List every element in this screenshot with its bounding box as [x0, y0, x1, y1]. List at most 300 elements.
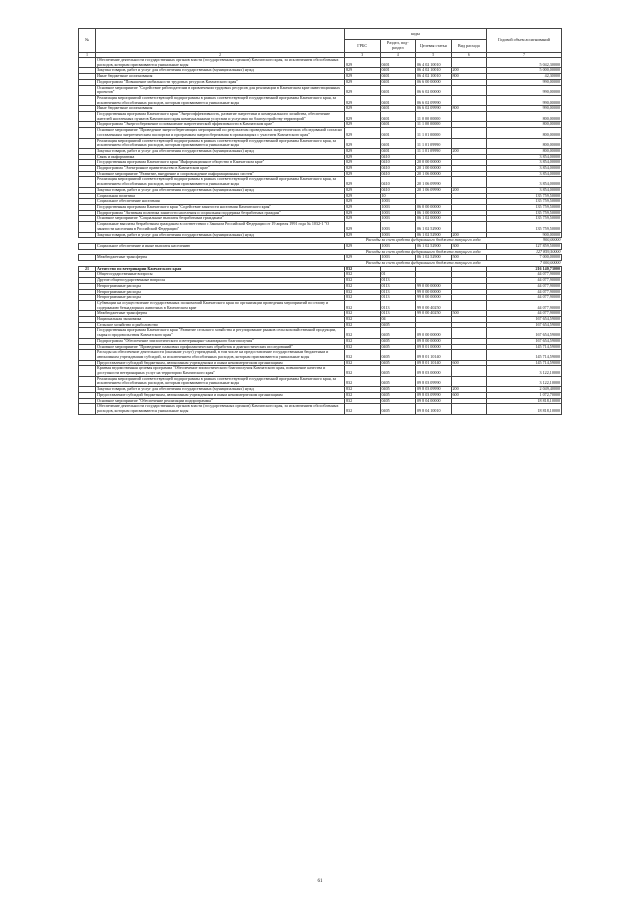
cell-name: Непрограммные расходы: [96, 289, 345, 295]
page-number: 61: [317, 879, 323, 884]
table-row: [79, 328, 562, 338]
cell-cs: 11 1 00 00000: [416, 122, 452, 128]
cell-name: Подпрограмма "Электронное правительство в Камчатском крае": [96, 166, 345, 172]
cell-razd: 0410: [380, 154, 416, 160]
budget-table: [78, 28, 562, 415]
cell-sum: 990,00000: [487, 79, 562, 85]
cell-grbs: 829: [345, 171, 381, 177]
cell-vid: 300: [451, 243, 487, 249]
cell-name: Обеспечение деятельности государственных органов власти (государственных органов) Камчатского края, за исключением обособленных расходов, которым присваиваются уникальные коды: [96, 404, 345, 414]
cell-name: Основное мероприятие "Проведение плановых профилактических обработок и диагностических исследований": [96, 344, 345, 350]
cell-name: Подпрограмма "Обеспечение эпизоотического и ветеринарно-санитарного благополучия": [96, 338, 345, 344]
cell-grbs: 829: [345, 106, 381, 112]
cell-grbs: 832: [345, 338, 381, 344]
table-row: [79, 128, 562, 138]
num-header: №: [79, 29, 96, 53]
cell-razd: 0401: [380, 58, 416, 68]
cell-num: [79, 328, 96, 338]
cell-cs: 09 8 04 10010: [416, 404, 452, 414]
cell-razd: 0405: [380, 366, 416, 376]
cell-sum: 167 654,59000: [487, 322, 562, 328]
cell-name: Основное мероприятие "Проведение энергосберегающих мероприятий по результатам проведенных энергетических обследований согласно составленным энергетическим паспортам и программам энергосбережения в организациях с участием Камчатского края": [96, 128, 345, 138]
cell-grbs: 829: [345, 210, 381, 216]
cell-razd: 0113: [380, 283, 416, 289]
cell-sum: 145 714,59000: [487, 344, 562, 350]
cell-sum: 18 818,10000: [487, 398, 562, 404]
cell-cs: 09 8 03 09990: [416, 387, 452, 393]
cell-vid: [451, 95, 487, 105]
cell-name: Субвенции на осуществление государственных полномочий Камчатского края по организации проведения мероприятий по отлову и содержанию безнадзорных животных в Камчатском крае: [96, 300, 345, 310]
table-row: [79, 177, 562, 187]
cell-name: Непрограммные расходы: [96, 295, 345, 301]
cell-vid: 800: [451, 74, 487, 80]
cell-grbs: 832: [345, 398, 381, 404]
cell-sum: 1 072,70000: [487, 392, 562, 398]
cell-name: Государственная программа Камчатского края "Развитие сельского хозяйства и регулирование рынков сельскохозяйственной продукции, сырья и продовольствия Камчатского края": [96, 328, 345, 338]
cell-cs: 06 1 02 52900: [416, 232, 452, 238]
cell-cs: 09 8 01 10140: [416, 360, 452, 366]
cell-name: Закупка товаров, работ и услуг для обеспечения государственных (муниципальных) нужд: [96, 68, 345, 74]
table-row: [79, 112, 562, 122]
cell-grbs: 829: [345, 112, 381, 122]
cell-name: Подпрограмма "Активная политика занятости населения и социальная поддержка безработных граждан": [96, 210, 345, 216]
cell-sum: 135 759,50000: [487, 210, 562, 216]
table-body: [79, 58, 562, 415]
cell-cs: 06 6 02 09990: [416, 106, 452, 112]
column-index-cell: 7: [487, 53, 562, 58]
cell-razd: 0401: [380, 74, 416, 80]
cell-razd: 0410: [380, 177, 416, 187]
cell-razd: 0401: [380, 112, 416, 122]
column-index-cell: 5: [416, 53, 452, 58]
cell-vid: 500: [451, 255, 487, 261]
cell-sum: 127 859,50000: [487, 243, 562, 249]
cell-grbs: 832: [345, 266, 381, 272]
cell-sum: 44 077,90000: [487, 311, 562, 317]
cell-grbs: 832: [345, 350, 381, 360]
cell-vid: [451, 138, 487, 148]
cell-cs: 99 0 00 00000: [416, 283, 452, 289]
cell-razd: 0405: [380, 404, 416, 414]
cell-razd: 0405: [380, 344, 416, 350]
cell-cs: 06 4 02 10010: [416, 58, 452, 68]
cell-vid: [451, 85, 487, 95]
cell-razd: 1003: [380, 204, 416, 210]
cell-cs: 06 6 02 00000: [416, 85, 452, 95]
cell-cs: 09 8 03 00000: [416, 366, 452, 376]
funding-note-text: Расходы за счет средств федерального бюджета текущего года: [79, 249, 487, 255]
cell-sum: 135 759,50000: [487, 222, 562, 232]
cell-name: Основное мероприятие "Содействие работодателям в привлечении трудовых ресурсов для реализации в Камчатском крае инвестиционных проектов": [96, 85, 345, 95]
cell-num: [79, 404, 96, 414]
cell-name: Закупка товаров, работ и услуг для обеспечения государственных (муниципальных) нужд: [96, 387, 345, 393]
cell-sum: 800,00000: [487, 122, 562, 128]
cell-num: [79, 350, 96, 360]
cell-vid: 200: [451, 187, 487, 193]
cell-razd: 0405: [380, 387, 416, 393]
cell-sum: 44 077,90000: [487, 283, 562, 289]
cell-razd: 0405: [380, 376, 416, 386]
cell-grbs: 832: [345, 376, 381, 386]
cell-grbs: 829: [345, 199, 381, 205]
cell-grbs: 832: [345, 322, 381, 328]
cell-name: Предоставление субсидий бюджетным, автономным учреждениям и иным некоммерческим организациям: [96, 360, 345, 366]
cell-grbs: 829: [345, 128, 381, 138]
cell-grbs: 829: [345, 204, 381, 210]
cell-sum: 135 759,50000: [487, 204, 562, 210]
cell-cs: 99 0 00 40250: [416, 300, 452, 310]
grbs-header: ГРБС: [345, 40, 381, 53]
cell-cs: 11 1 01 09990: [416, 148, 452, 154]
cell-razd: 0401: [380, 128, 416, 138]
cell-grbs: 832: [345, 311, 381, 317]
cell-vid: [451, 366, 487, 376]
cell-num: [79, 177, 96, 187]
cell-grbs: 832: [345, 289, 381, 295]
cell-sum: 7 000,00000: [487, 255, 562, 261]
cell-cs: 06 1 02 52900: [416, 243, 452, 249]
cell-sum: 2 049,40000: [487, 387, 562, 393]
cell-name: Межбюджетные трансферты: [96, 311, 345, 317]
cell-cs: 09 8 00 00000: [416, 338, 452, 344]
cell-vid: [451, 328, 487, 338]
cell-name: Основное мероприятие "Социальные выплаты безработным гражданам": [96, 216, 345, 222]
cell-grbs: 832: [345, 317, 381, 323]
cell-razd: 01: [380, 272, 416, 278]
table-row: [79, 95, 562, 105]
cell-vid: 600: [451, 392, 487, 398]
cell-sum: 135 759,50000: [487, 216, 562, 222]
vid-header: Вид расхода: [451, 40, 487, 53]
column-index-cell: 3: [345, 53, 381, 58]
cell-vid: [451, 112, 487, 122]
cell-razd: 0113: [380, 295, 416, 301]
cell-razd: 04: [380, 317, 416, 323]
cell-cs: 06 4 02 10010: [416, 74, 452, 80]
cell-grbs: 829: [345, 68, 381, 74]
cell-name: Сельское хозяйство и рыболовство: [96, 322, 345, 328]
cell-num: 21: [79, 266, 96, 272]
cell-razd: 0405: [380, 322, 416, 328]
cs-header: Целевая статья: [416, 40, 452, 53]
cell-cs: 20 0 00 00000: [416, 160, 452, 166]
cell-grbs: 829: [345, 177, 381, 187]
cell-grbs: 829: [345, 95, 381, 105]
cell-cs: 11 0 00 00000: [416, 112, 452, 122]
funding-note-value: 127 859,50000: [487, 249, 562, 255]
cell-grbs: 832: [345, 295, 381, 301]
cell-vid: [451, 350, 487, 360]
cell-name: Основное мероприятие "Обеспечение реализации подпрограммы": [96, 398, 345, 404]
cell-name: Государственная программа Камчатского края "Энергоэффективность, развитие энергетики и коммунального хозяйства, обеспечение жителей населенных пунктов Камчатского края коммунальными услугами и услугами по благоустройству территорий": [96, 112, 345, 122]
cell-razd: 0113: [380, 278, 416, 284]
cell-name: Связь и информатика: [96, 154, 345, 160]
cell-razd: 1003: [380, 210, 416, 216]
cell-sum: 44 077,90000: [487, 272, 562, 278]
cell-cs: 06 6 00 00000: [416, 79, 452, 85]
cell-name: Закупка товаров, работ и услуг для обеспечения государственных (муниципальных) нужд: [96, 187, 345, 193]
cell-cs: 06 1 02 00000: [416, 216, 452, 222]
cell-sum: 990,00000: [487, 95, 562, 105]
cell-cs: 06 4 02 10010: [416, 68, 452, 74]
cell-num: [79, 85, 96, 95]
cell-sum: 216 140,73000: [487, 266, 562, 272]
cell-name: Межбюджетные трансферты: [96, 255, 345, 261]
cell-vid: [451, 177, 487, 187]
razdel-header: Раздел, под-раздел: [380, 40, 416, 53]
cell-sum: 900,00000: [487, 232, 562, 238]
cell-sum: 5 042,30000: [487, 58, 562, 68]
cell-sum: 990,00000: [487, 106, 562, 112]
cell-razd: 0410: [380, 166, 416, 172]
cell-sum: 145 714,59000: [487, 360, 562, 366]
cell-razd: 0401: [380, 122, 416, 128]
cell-sum: 3 122,10000: [487, 376, 562, 386]
cell-name: Национальная экономика: [96, 317, 345, 323]
cell-razd: 0401: [380, 95, 416, 105]
cell-razd: 1003: [380, 243, 416, 249]
cell-sum: 3 854,00000: [487, 171, 562, 177]
cell-sum: 135 759,50000: [487, 199, 562, 205]
cell-grbs: 829: [345, 187, 381, 193]
cell-name: Общегосударственные вопросы: [96, 272, 345, 278]
cell-sum: 3 122,10000: [487, 366, 562, 376]
cell-grbs: 829: [345, 255, 381, 261]
cell-cs: 20 1 06 00000: [416, 171, 452, 177]
cell-vid: [451, 222, 487, 232]
cell-sum: 800,00000: [487, 138, 562, 148]
cell-razd: 0401: [380, 138, 416, 148]
cell-sum: 5 000,00000: [487, 68, 562, 74]
cell-num: [79, 95, 96, 105]
cell-sum: 18 818,10000: [487, 404, 562, 414]
cell-razd: 0401: [380, 68, 416, 74]
cell-vid: 200: [451, 68, 487, 74]
cell-name: Государственная программа Камчатского края "Содействие занятости населения Камчатского края": [96, 204, 345, 210]
cell-grbs: 829: [345, 160, 381, 166]
cell-sum: 3 854,00000: [487, 160, 562, 166]
table-row: [79, 366, 562, 376]
cell-grbs: 829: [345, 154, 381, 160]
cell-vid: [451, 128, 487, 138]
cell-num: [79, 300, 96, 310]
table-row: [79, 350, 562, 360]
cell-grbs: 832: [345, 300, 381, 310]
cell-sum: 800,00000: [487, 112, 562, 122]
codes-header: коды: [345, 29, 487, 40]
cell-sum: 44 077,90000: [487, 300, 562, 310]
cell-cs: 99 0 00 40250: [416, 311, 452, 317]
cell-razd: 0113: [380, 311, 416, 317]
cell-num: [79, 222, 96, 232]
cell-grbs: 832: [345, 278, 381, 284]
cell-cs: 11 1 01 09990: [416, 138, 452, 148]
cell-razd: 1003: [380, 199, 416, 205]
cell-cs: 09 8 04 00000: [416, 398, 452, 404]
cell-sum: 167 654,59000: [487, 328, 562, 338]
cell-grbs: 832: [345, 404, 381, 414]
cell-vid: 500: [451, 311, 487, 317]
cell-razd: 0405: [380, 392, 416, 398]
cell-sum: 42,30000: [487, 74, 562, 80]
cell-grbs: 832: [345, 344, 381, 350]
cell-razd: 0410: [380, 160, 416, 166]
cell-name: Иные бюджетные ассигнования: [96, 74, 345, 80]
cell-grbs: 829: [345, 148, 381, 154]
cell-sum: 3 854,00000: [487, 166, 562, 172]
cell-sum: 44 077,90000: [487, 289, 562, 295]
cell-razd: 0113: [380, 289, 416, 295]
cell-cs: 20 1 06 09990: [416, 177, 452, 187]
cell-razd: 1003: [380, 232, 416, 238]
cell-grbs: 829: [345, 79, 381, 85]
cell-razd: 0405: [380, 328, 416, 338]
cell-name: Другие общегосударственные вопросы: [96, 278, 345, 284]
cell-name: Закупка товаров, работ и услуг для обеспечения государственных (муниципальных) нужд: [96, 148, 345, 154]
cell-name: Подпрограмма "Энергосбережение и повышение энергетической эффективности в Камчатском крае": [96, 122, 345, 128]
cell-name: Расходы на обеспечение деятельности (оказание услуг) учреждений, в том числе на предоставление государственным бюджетным и автономным учреждениям субсидий, за исключением обособленных расходов, которым присваиваются уникальные коды: [96, 350, 345, 360]
cell-name: Реализация мероприятий соответствующей подпрограммы в рамках соответствующей государственной программы Камчатского края, за исключением обособленных расходов, которым присваиваются уникальные коды: [96, 376, 345, 386]
cell-sum: 990,00000: [487, 85, 562, 95]
cell-grbs: 832: [345, 283, 381, 289]
cell-name: Подпрограмма "Повышение мобильности трудовых ресурсов Камчатского края": [96, 79, 345, 85]
cell-grbs: 829: [345, 74, 381, 80]
table-row: [79, 58, 562, 68]
cell-razd: 0401: [380, 85, 416, 95]
cell-sum: 800,00000: [487, 148, 562, 154]
cell-name: Социальное обеспечение населения: [96, 199, 345, 205]
cell-grbs: 829: [345, 122, 381, 128]
cell-name: Социальные выплаты безработным гражданам в соответствии с Законом Российской Федерации от 19 апреля 1991 года № 1032-1 "О занятости населения в Российской Федерации": [96, 222, 345, 232]
column-index-cell: 4: [380, 53, 416, 58]
cell-cs: 11 1 01 00000: [416, 128, 452, 138]
cell-cs: 09 8 01 00000: [416, 344, 452, 350]
cell-vid: 800: [451, 106, 487, 112]
cell-sum: 167 654,59000: [487, 338, 562, 344]
cell-sum: 145 714,59000: [487, 350, 562, 360]
cell-name: Социальная политика: [96, 193, 345, 199]
cell-sum: 3 854,00000: [487, 177, 562, 187]
cell-cs: 06 6 02 09990: [416, 95, 452, 105]
column-index-cell: 2: [96, 53, 345, 58]
cell-name: Основное мероприятие "Развитие, внедрение и сопровождение информационных систем": [96, 171, 345, 177]
column-index-cell: 6: [451, 53, 487, 58]
cell-grbs: 832: [345, 328, 381, 338]
cell-razd: 0405: [380, 350, 416, 360]
cell-num: [79, 112, 96, 122]
cell-razd: 1003: [380, 222, 416, 232]
table-row: [79, 300, 562, 310]
table-row: [79, 376, 562, 386]
table-row: [79, 138, 562, 148]
cell-grbs: 829: [345, 193, 381, 199]
cell-grbs: 829: [345, 216, 381, 222]
cell-razd: 0410: [380, 171, 416, 177]
cell-grbs: 832: [345, 360, 381, 366]
cell-sum: 135 759,50000: [487, 193, 562, 199]
sum-header: Годовой объем ассигнований: [487, 29, 562, 53]
cell-num: [79, 138, 96, 148]
cell-sum: 800,00000: [487, 128, 562, 138]
cell-grbs: 829: [345, 85, 381, 95]
cell-cs: 09 0 00 00000: [416, 328, 452, 338]
cell-razd: 0401: [380, 148, 416, 154]
cell-name: Непрограммные расходы: [96, 283, 345, 289]
cell-vid: [451, 300, 487, 310]
cell-sum: 3 854,00000: [487, 154, 562, 160]
cell-name: Агентство по ветеринарии Камчатского края: [96, 266, 345, 272]
cell-grbs: 829: [345, 222, 381, 232]
cell-grbs: 829: [345, 58, 381, 68]
cell-num: [79, 128, 96, 138]
cell-cs: 06 1 00 00000: [416, 210, 452, 216]
cell-name: Социальное обеспечение и иные выплаты населению: [96, 243, 345, 249]
cell-sum: 44 077,90000: [487, 295, 562, 301]
cell-grbs: 829: [345, 232, 381, 238]
cell-grbs: 829: [345, 138, 381, 148]
cell-vid: 200: [451, 232, 487, 238]
cell-razd: 0410: [380, 187, 416, 193]
cell-name: Реализация мероприятий соответствующей подпрограммы в рамках соответствующей государственной программы Камчатского края, за исключением обособленных расходов, которым присваиваются уникальные коды: [96, 138, 345, 148]
cell-name: Обеспечение деятельности государственных органов власти (государственных органов) Камчатского края, за исключением обособленных расходов, которым присваиваются уникальные коды: [96, 58, 345, 68]
cell-sum: 167 654,59000: [487, 317, 562, 323]
cell-sum: 3 854,00000: [487, 187, 562, 193]
cell-vid: [451, 404, 487, 414]
cell-razd: 0405: [380, 360, 416, 366]
cell-cs: 99 0 00 00000: [416, 289, 452, 295]
cell-num: [79, 366, 96, 376]
cell-razd: 0405: [380, 338, 416, 344]
cell-name: Предоставление субсидий бюджетным, автономным учреждениям и иным некоммерческим организациям: [96, 392, 345, 398]
cell-cs: 09 8 03 09990: [416, 392, 452, 398]
cell-cs: 20 1 00 00000: [416, 166, 452, 172]
cell-grbs: 832: [345, 366, 381, 376]
cell-grbs: 829: [345, 243, 381, 249]
cell-razd: 1003: [380, 216, 416, 222]
cell-cs: 09 8 01 10140: [416, 350, 452, 360]
cell-vid: [451, 376, 487, 386]
cell-cs: 99 0 00 00000: [416, 295, 452, 301]
cell-razd: 0401: [380, 79, 416, 85]
funding-note-value: 900,00000: [487, 238, 562, 244]
funding-note-text: Расходы за счет средств федерального бюджета текущего года: [79, 261, 487, 267]
cell-cs: 20 1 06 09990: [416, 187, 452, 193]
cell-grbs: 832: [345, 272, 381, 278]
table-row: [79, 85, 562, 95]
cell-cs: 06 1 02 52900: [416, 255, 452, 261]
cell-num: [79, 58, 96, 68]
cell-vid: 200: [451, 387, 487, 393]
table-header: [79, 29, 562, 58]
cell-sum: 44 077,90000: [487, 278, 562, 284]
cell-name: Краевая ведомственная целевая программа "Обеспечение эпизоотического благополучия Камчатского края, повышение качества и доступности ветеринарных услуг на территории Камчатского края": [96, 366, 345, 376]
cell-vid: 600: [451, 360, 487, 366]
cell-grbs: 832: [345, 392, 381, 398]
cell-num: [79, 376, 96, 386]
funding-note-value: 7 000,00000: [487, 261, 562, 267]
cell-razd: 0405: [380, 398, 416, 404]
cell-name: Государственная программа Камчатского края "Информационное общество в Камчатском крае": [96, 160, 345, 166]
cell-grbs: 829: [345, 166, 381, 172]
cell-name: Иные бюджетные ассигнования: [96, 106, 345, 112]
cell-cs: 06 1 02 52900: [416, 222, 452, 232]
cell-vid: [451, 58, 487, 68]
cell-name: Реализация мероприятий соответствующей подпрограммы в рамках соответствующей государственной программы Камчатского края, за исключением обособленных расходов, которым присваиваются уникальные коды: [96, 95, 345, 105]
cell-razd: 10: [380, 193, 416, 199]
table-row: [79, 404, 562, 414]
budget-table-sheet: [78, 28, 562, 415]
cell-razd: 0401: [380, 106, 416, 112]
